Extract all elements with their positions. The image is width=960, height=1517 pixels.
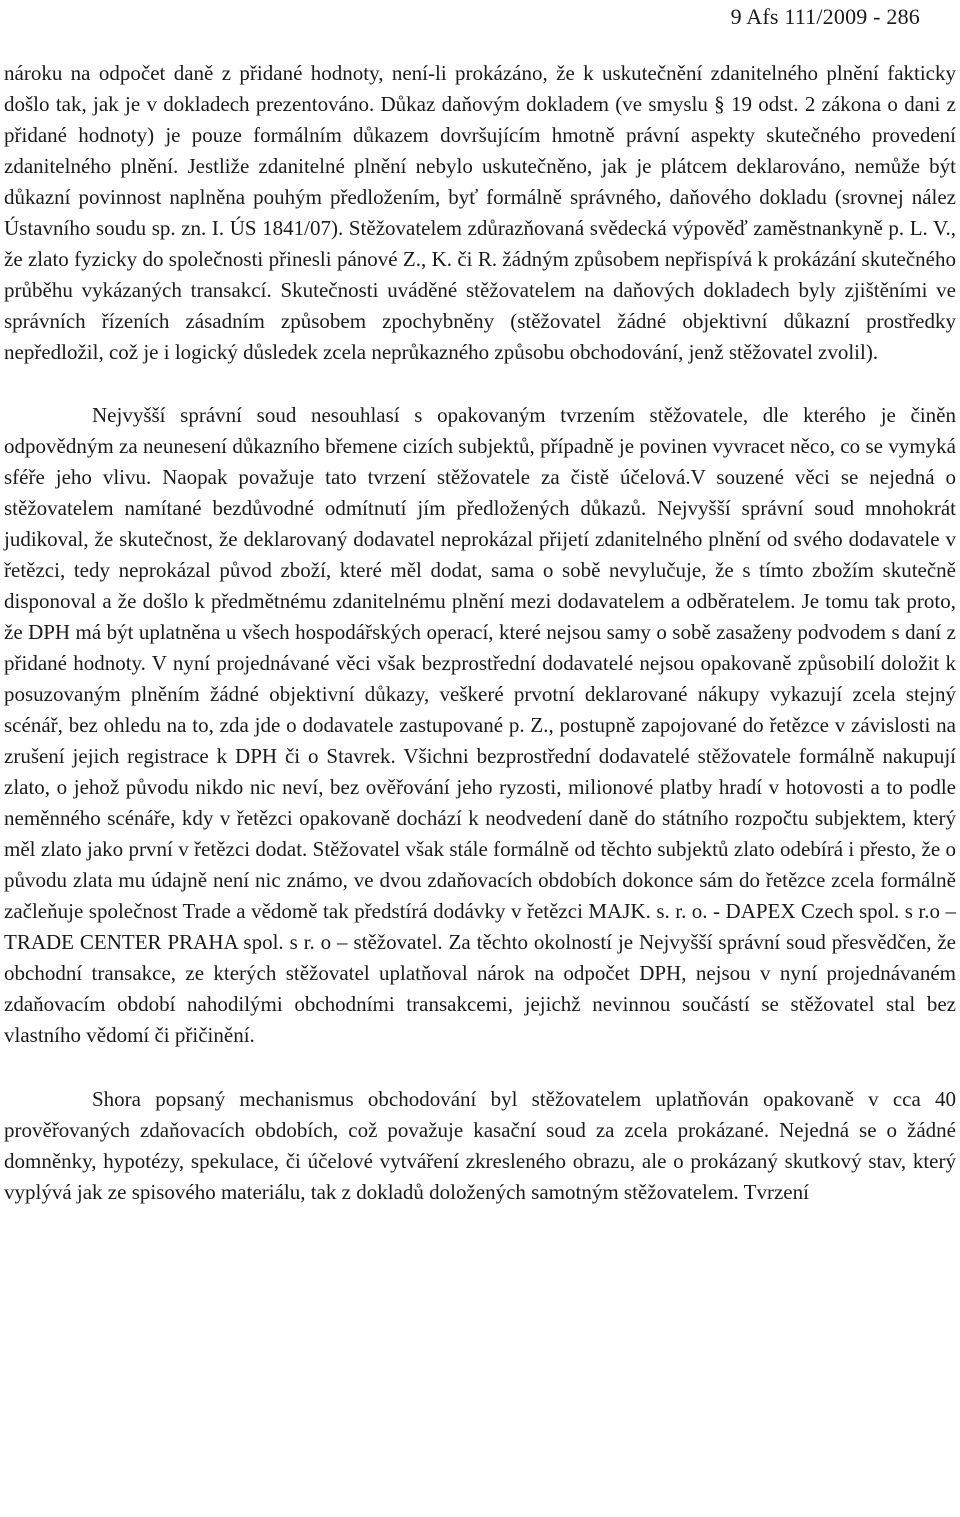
paragraph-1: nároku na odpočet daně z přidané hodnoty, není-li prokázáno, že k uskutečnění zdanitelného plnění fakticky došlo tak, jak je v dokladech prezentováno. Důkaz daňovým dokladem (ve smyslu § 19 odst. 2 zákona o dani z přidané hodnoty) je pouze formálním důkazem dovršujícím hmotně právní aspekty skutečného provedení zdanitelného plnění. Jestliže zdanitelné plnění nebylo uskutečněno, jak je plátcem deklarováno, nemůže být důkazní povinnost naplněna pouhým předložením, byť formálně správného, daňového dokladu (srovnej nález Ústavního soudu sp. zn. I. ÚS 1841/07). Stěžovatelem zdůrazňovaná svědecká výpověď zaměstnankyně p. L. V., že zlato fyzicky do společnosti přinesli pánové Z., K. či R. žádným způsobem nepřispívá k prokázání skutečného průběhu vykázaných transakcí. Skutečnosti uváděné stěžovatelem na daňových dokladech byly zjištěními ve správních řízeních zásadním způsobem zpochybněny (stěžovatel žádné objektivní důkazní prostředky nepředložil, což je i logický důsledek zcela neprůkazného způsobu obchodování, jenž stěžovatel zvolil). xyxy=(4,61,956,364)
paragraph-2: Nejvyšší správní soud nesouhlasí s opakovaným tvrzením stěžovatele, dle kterého je činěn odpovědným za neunesení důkazního břemene cizích subjektů, případně je povinen vyvracet něco, co se vymyká sféře jeho vlivu. Naopak považuje tato tvrzení stěžovatele za čistě účelová.V souzené věci se nejedná o stěžovatelem namítané bezdůvodné odmítnutí jím předložených důkazů. Nejvyšší správní soud mnohokrát judikoval, že skutečnost, že deklarovaný dodavatel neprokázal přijetí zdanitelného plnění od svého dodavatele v řetězci, tedy neprokázal původ zboží, které měl dodat, sama o sobě nevylučuje, že s tímto zbožím skutečně disponoval a že došlo k předmětnému zdanitelnému plnění mezi dodavatelem a odběratelem. Je tomu tak proto, že DPH má být uplatněna u všech hospodářských operací, které nejsou samy o sobě zasaženy podvodem s daní z přidané hodnoty. V nyní projednávané věci však bezprostřední dodavatelé nejsou opakovaně způsobilí doložit k posuzovaným plněním žádné objektivní důkazy, veškeré prvotní deklarované nákupy vykazují zcela stejný scénář, bez ohledu na to, zda jde o dodavatele zastupované p. Z., postupně zapojované do řetězce v závislosti na zrušení jejich registrace k DPH či o Stavrek. Všichni bezprostřední dodavatelé stěžovatele formálně nakupují zlato, o jehož původu nikdo nic neví, bez ověřování jeho ryzosti, milionové platby hradí v hotovosti a to podle neměnného scénáře, kdy v řetězci opakovaně dochází k neodvedení daně do státního rozpočtu subjektem, který měl zlato jako první v řetězci dodat. Stěžovatel však stále formálně od těchto subjektů zlato odebírá i přesto, že o původu zlata mu údajně není nic známo, ve dvou zdaňovacích obdobích dokonce sám do řetězce zcela formálně začleňuje společnost Trade a vědomě tak předstírá dodávky v řetězci MAJK. s. r. o. - DAPEX Czech spol. s r.o – TRADE CENTER PRAHA spol. s r. o – stěžovatel. Za těchto okolností je Nejvyšší správní soud přesvědčen, že obchodní transakce, ze kterých stěžovatel uplatňoval nárok na odpočet DPH, nejsou v nyní projednávaném zdaňovacím období nahodilými obchodními transakcemi, jejichž nevinnou součástí se stěžovatel stal bez vlastního vědomí či přičinění. xyxy=(4,403,956,1047)
case-number-header: 9 Afs 111/2009 - 286 xyxy=(730,4,920,29)
paragraph-3: Shora popsaný mechanismus obchodování byl stěžovatelem uplatňován opakovaně v cca 40 prověřovaných zdaňovacích obdobích, což považuje kasační soud za zcela prokázané. Nejedná se o žádné domněnky, hypotézy, spekulace, či účelové vytváření zkresleného obrazu, ale o prokázaný skutkový stav, který vyplývá jak ze spisového materiálu, tak z dokladů doložených samotným stěžovatelem. Tvrzení xyxy=(4,1087,956,1204)
document-body xyxy=(4,58,956,1208)
